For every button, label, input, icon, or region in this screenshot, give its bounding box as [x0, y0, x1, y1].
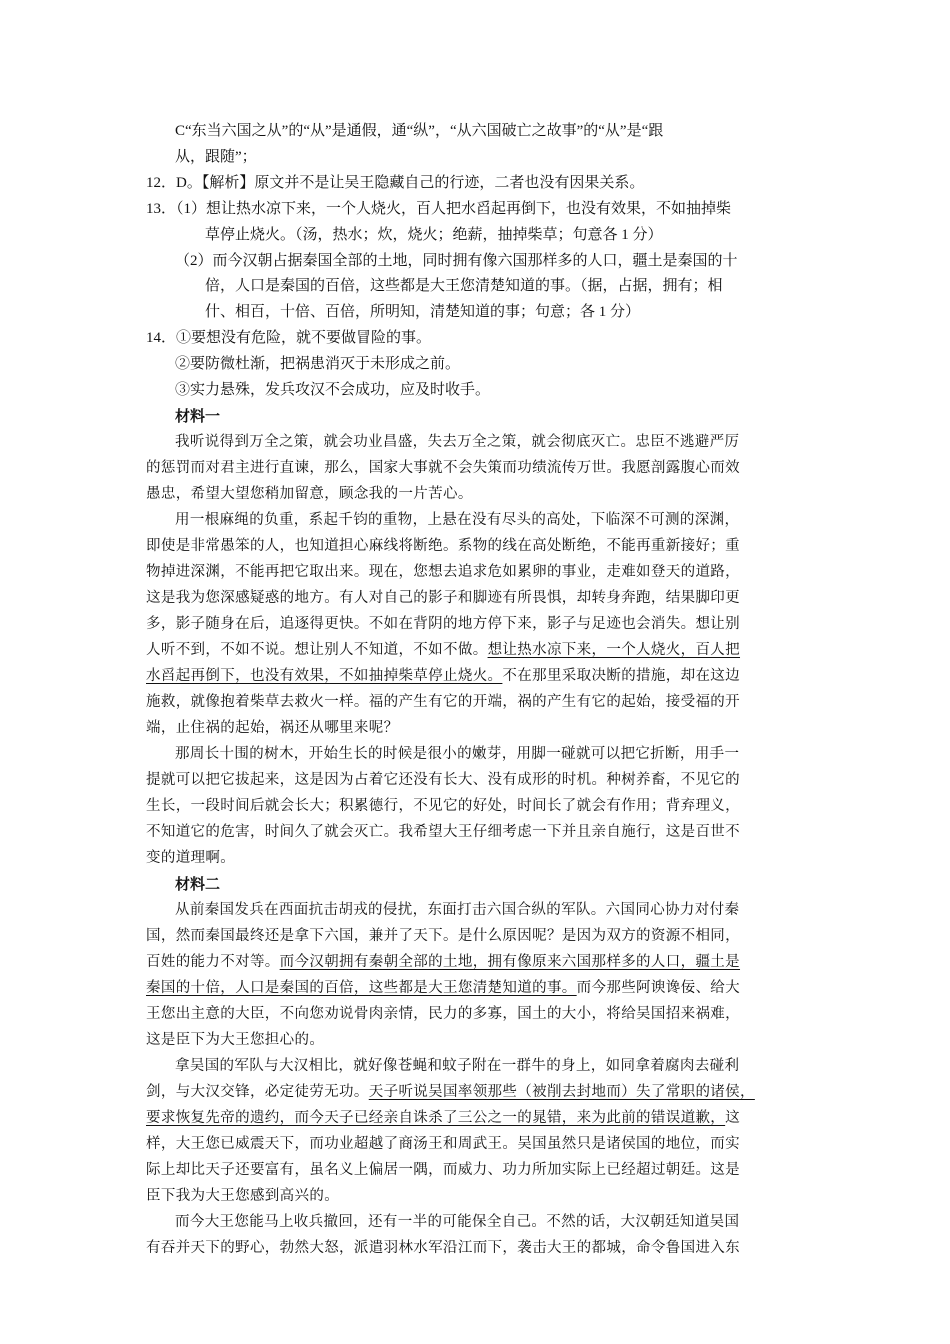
material-2-text: 国，然而秦国最终还是拿下六国，兼并了天下。是什么原因呢？是因为双方的资源不相同，: [146, 928, 740, 944]
answer-11-line-2: 从，跟随”；: [175, 149, 257, 165]
material-2-text: 王您出主意的大臣，不向您劝说骨肉亲情，民力的多寡，国土的大小，将给吴国招来祸难，: [146, 1006, 740, 1022]
material-2-text-line: [146, 1082, 755, 1102]
material-1-text: 的惩罚而对君主进行直谏，那么，国家大事就不会失策而功绩流传万世。我愿剖露腹心而效: [146, 460, 740, 476]
material-1-text: 多，影子随身在后，追逐得更快。不如在背阴的地方停下来，影子与足迹也会消失。想让别: [146, 616, 740, 632]
material-2-text: 有吞并天下的野心，勃然大怒，派遣羽林水军沿江而下，袭击大王的都城，命令鲁国进入东: [146, 1240, 740, 1256]
material-1-text: 生长，一段时间后就会长大；积累德行，不见它的好处，时间长了就会有作用；背弃理义，: [146, 798, 740, 814]
underlined-key-sentence: 要求恢复先帝的遗约，而今天子已经亲自诛杀了三公之一的晁错，来为此前的错误道歉，: [146, 1110, 726, 1126]
material-1-text: 端，止住祸的起始，祸还从哪里来呢？: [146, 720, 399, 736]
material-2-text: 而今大王您能马上收兵撤回，还有一半的可能保全自己。不然的话，大汉朝廷知道吴国: [175, 1214, 740, 1230]
material-1-text: 我听说得到万全之策，就会功业昌盛，失去万全之策，就会彻底灭亡。忠臣不逃避严厉: [175, 434, 740, 450]
material-2-text: 这: [725, 1110, 741, 1126]
answer-12: 12．D。【解析】原文并不是让吴王隐藏自己的行迹，二者也没有因果关系。: [146, 175, 645, 191]
material-1-text: 愚忠，希望大望您稍加留意，顾念我的一片苦心。: [146, 486, 473, 502]
material-1-text: 提就可以把它拔起来，这是因为占着它还没有长大、没有成形的时机。种树养畜，不见它的: [146, 772, 740, 788]
answer-14-item-3: ③实力悬殊，发兵攻汉不会成功，应及时收手。: [175, 382, 491, 398]
material-1-text: 变的道理啊。: [146, 850, 236, 866]
material-2-text-line: [146, 1108, 740, 1128]
answer-14-item-2: ②要防微杜渐，把祸患消灭于未形成之前。: [175, 356, 461, 372]
material-2-text: 剑，与大汉交锋，必定徒劳无功。: [146, 1084, 369, 1100]
material-1-text: 这是我为您深感疑惑的地方。有人对自己的影子和脚迹有所畏惧，却转身奔跑，结果脚印更: [146, 590, 740, 606]
material-2-text: 而今那些阿谀谗佞、给大: [576, 980, 741, 996]
underlined-key-sentence: 而今汉朝拥有秦朝全部的土地，拥有像原来六国那样多的人口，疆土是: [279, 954, 741, 970]
material-1-text: 用一根麻绳的负重，系起千钧的重物，上悬在没有尽头的高处，下临深不可测的深渊，: [175, 512, 740, 528]
material-2-text: 这是臣下为大王您担心的。: [146, 1032, 325, 1048]
material-1-text: 人听不到，不如不说。想让别人不知道，不如不做。: [146, 642, 488, 658]
underlined-key-sentence: 秦国的十倍，人口是秦国的百倍，这些都是大王您清楚知道的事。: [146, 980, 577, 996]
underlined-key-sentence: 天子听说吴国率领那些（被削去封地而）失了常职的诸侯，: [368, 1084, 755, 1100]
underlined-key-sentence: 水舀起再倒下，也没有效果，不如抽掉柴草停止烧火。: [146, 668, 503, 684]
answer-13-2-line-2: 倍，人口是秦国的百倍，这些都是大王您清楚知道的事。（据，占据，拥有；相: [205, 278, 723, 294]
material-2-text: 百姓的能力不对等。: [146, 954, 280, 970]
material-2-text: 际上却比天子还要富有，虽名义上偏居一隅，而威力、功力所加实际上已经超过朝廷。这是: [146, 1162, 740, 1178]
material-1-text: 施救，就像抱着柴草去救火一样。福的产生有它的开端，祸的产生有它的起始，接受福的开: [146, 694, 740, 710]
underlined-key-sentence: 想让热水凉下来，一个人烧火，百人把: [487, 642, 741, 658]
material-2-text-line: [146, 978, 740, 998]
material-1-text-line: [146, 666, 740, 686]
material-2-text: 样，大王您已威震天下，而功业超越了商汤王和周武王。吴国虽然只是诸侯国的地位，而实: [146, 1136, 740, 1152]
answer-13-1-line-1: 13．（1）想让热水凉下来，一个人烧火，百人把水舀起再倒下，也没有效果，不如抽掉柴: [146, 201, 732, 217]
material-2-text-line: [146, 952, 740, 972]
material-2-text: 臣下我为大王您感到高兴的。: [146, 1188, 340, 1204]
material-2-text: 拿吴国的军队与大汉相比，就好像苍蝇和蚊子附在一群牛的身上，如同拿着腐肉去碰利: [175, 1058, 740, 1074]
material-1-heading: 材料一: [175, 407, 221, 425]
material-1-text: 即使是非常愚笨的人，也知道担心麻线将断绝。系物的线在高处断绝，不能再重新接好；重: [146, 538, 740, 554]
answer-11-line-1: C“东当六国之从”的“从”是通假，通“纵”，“从六国破亡之故事”的“从”是“跟: [175, 123, 664, 139]
material-1-text-line: [146, 640, 740, 660]
material-1-text: 那周长十围的树木，开始生长的时候是很小的嫩芽，用脚一碰就可以把它折断，用手一: [175, 746, 740, 762]
answer-13-2-line-1: （2）而今汉朝占据秦国全部的土地，同时拥有像六国那样多的人口，疆土是秦国的十: [175, 253, 738, 269]
answer-13-2-line-3: 什、相百，十倍、百倍，所明知，清楚知道的事；句意；各 1 分）: [205, 304, 641, 320]
material-2-heading: 材料二: [175, 875, 221, 893]
material-1-text: 物掉进深渊，不能再把它取出来。现在，您想去追求危如累卵的事业，走难如登天的道路，: [146, 564, 740, 580]
answer-14-item-1: 14．①要想没有危险，就不要做冒险的事。: [146, 330, 432, 346]
material-2-text: 从前秦国发兵在西面抗击胡戎的侵扰，东面打击六国合纵的军队。六国同心协力对付秦: [175, 902, 740, 918]
material-1-text: 不在那里采取决断的措施，却在这边: [502, 668, 741, 684]
answer-13-1-line-2: 草停止烧火。（汤，热水；炊，烧火；绝薪，抽掉柴草；句意各 1 分）: [205, 227, 663, 243]
material-1-text: 不知道它的危害，时间久了就会灭亡。我希望大王仔细考虑一下并且亲自施行，这是百世不: [146, 824, 740, 840]
